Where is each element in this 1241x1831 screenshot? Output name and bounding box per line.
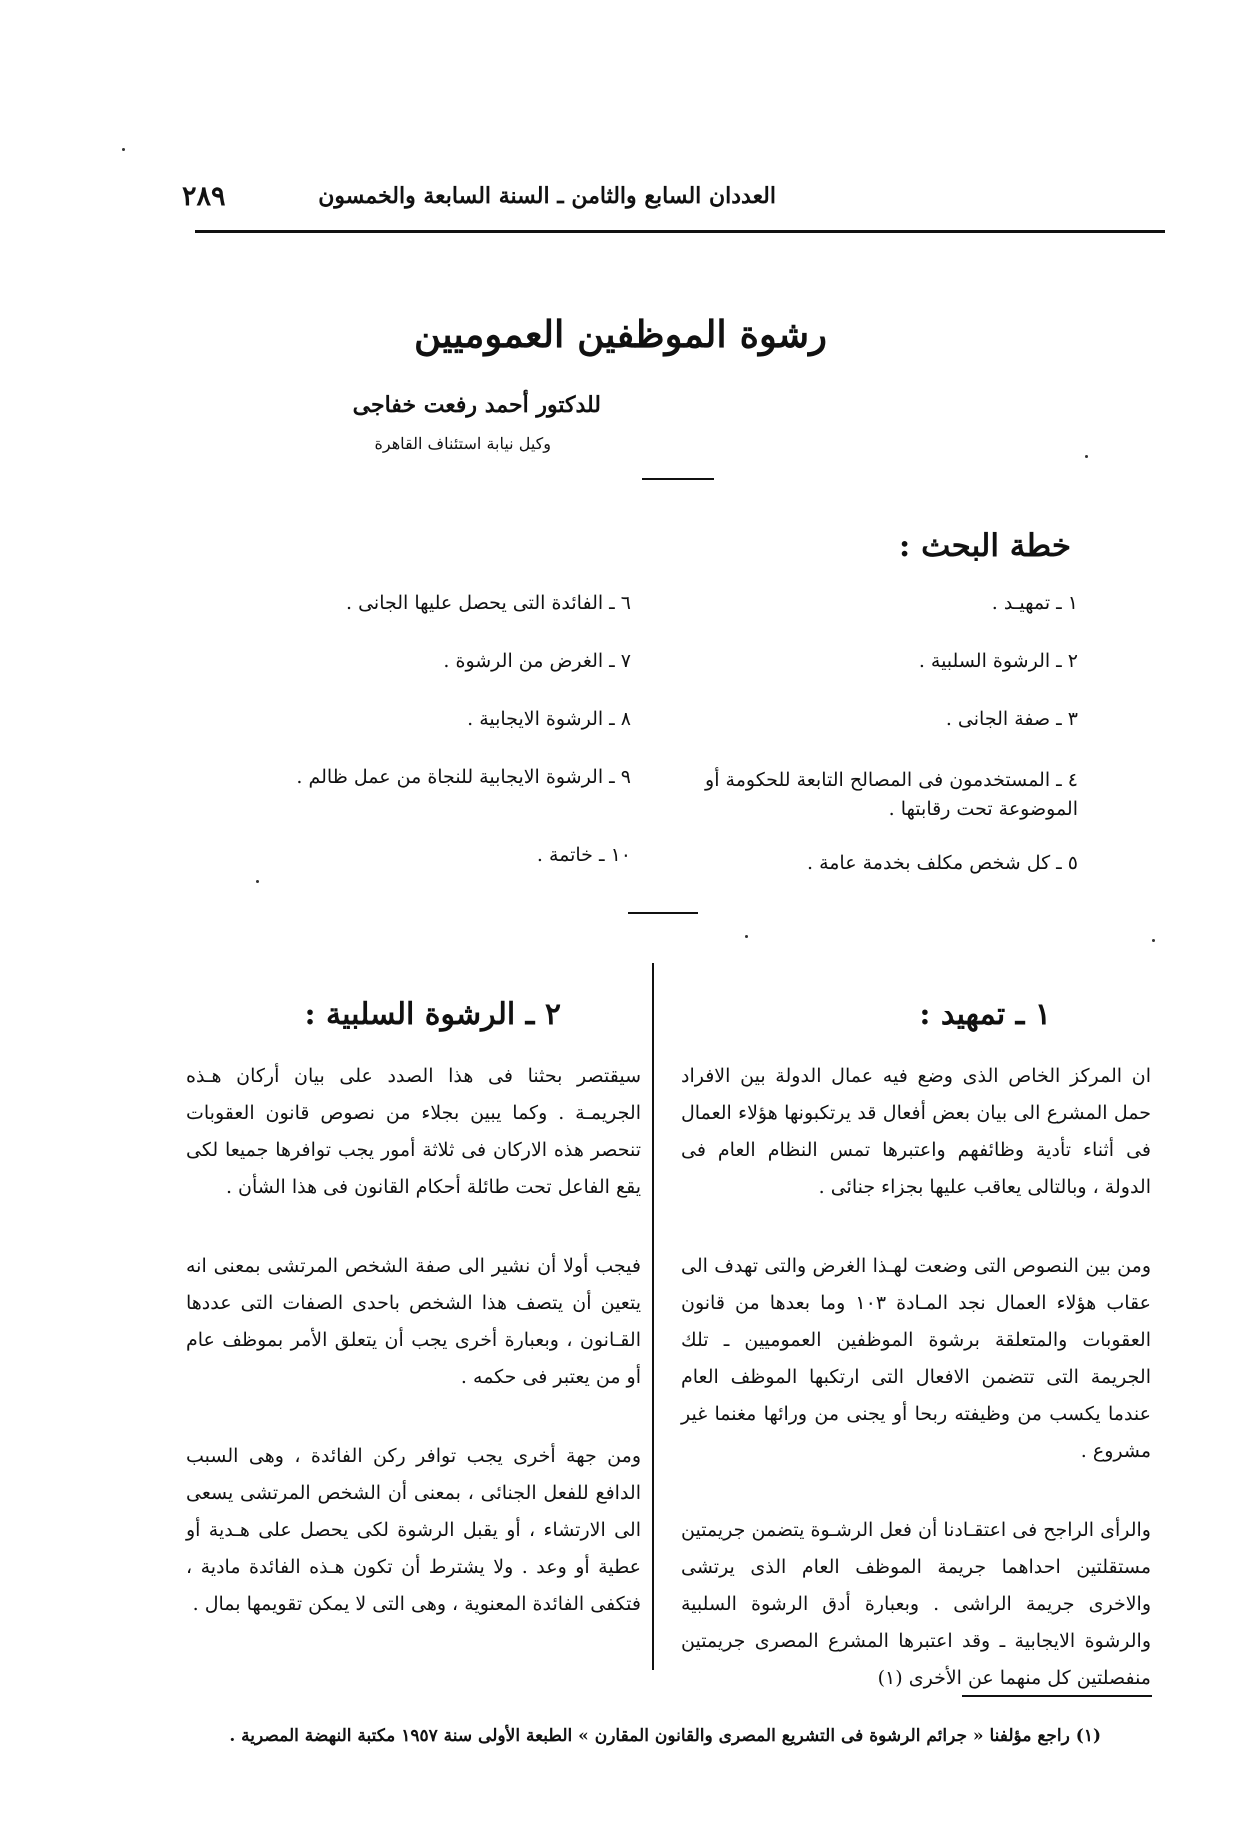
- paragraph: ومن بين النصوص التى وضعت لهـذا الغرض والتى تهدف الى عقاب هؤلاء العمال نجد المـادة ١٠٣ وما بعدها من قانون العقوبات والمتعلقة برشوة الموظفين العموميين ـ تلك الجريمة التى تتضمن الافعال التى ارتكبها الموظف العام عندما يكسب من وظيفته ربحا أو يجنى من ورائها مغنما غير مشروع .: [681, 1255, 1151, 1462]
- outline-item: ٤ ـ المستخدمون فى المصالح التابعة للحكومة أو الموضوعة تحت رقابتها .: [705, 769, 1078, 820]
- outline-list-right: [638, 592, 1078, 910]
- header-rule: [195, 230, 1165, 233]
- left-column: [186, 1058, 641, 1665]
- outline-item: ٨ ـ الرشوة الايجابية .: [467, 708, 631, 730]
- footnote-rule: [962, 1695, 1152, 1697]
- scan-speck: [1085, 455, 1088, 458]
- outline-heading: خطة البحث :: [898, 528, 1071, 564]
- paragraph: ان المركز الخاص الذى وضع فيه عمال الدولة بين الافراد حمل المشرع الى بيان بعض أفعال قد يرتكبونها هؤلاء العمال فى أثناء تأدية وظائفهم واعتبرها تمس النظام العام فى الدولة ، وبالتالى يعاقب عليها بجزاء جنائى .: [681, 1065, 1151, 1198]
- paragraph: فيجب أولا أن نشير الى صفة الشخص المرتشى بمعنى انه يتعين أن يتصف هذا الشخص باحدى الصفات التى عددها القـانون ، وبعبارة أخرى يجب أن يتعلق الأمر بموظف عام أو من يعتبر فى حكمه .: [186, 1255, 641, 1388]
- scan-speck: [256, 880, 259, 883]
- scan-speck: [745, 935, 748, 938]
- outline-list-left: [211, 592, 631, 902]
- outline-item: ١٠ ـ خاتمة .: [536, 844, 631, 866]
- scan-speck: [1152, 939, 1155, 942]
- scan-speck: [122, 148, 125, 151]
- outline-divider: [628, 912, 698, 914]
- journal-title: العددان السابع والثامن ـ السنة السابعة والخمسون: [318, 183, 776, 209]
- outline-item: ١ ـ تمهيـد .: [991, 592, 1078, 614]
- section-heading-intro: ١ ـ تمهيد :: [919, 997, 1051, 1032]
- paragraph: سيقتصر بحثنا فى هذا الصدد على بيان أركان هـذه الجريمـة . وكما يبين بجلاء من نصوص قانون العقوبات تنحصر هذه الاركان فى ثلاثة أمور يجب توافرها جميعا لكى يقع الفاعل تحت طائلة أحكام القانون فى هذا الشأن .: [186, 1065, 641, 1198]
- outline-item: ٦ ـ الفائدة التى يحصل عليها الجانى .: [346, 592, 631, 614]
- page-number: ٢٨٩: [182, 181, 226, 212]
- paragraph: والرأى الراجح فى اعتقـادنا أن فعل الرشـوة يتضمن جريمتين مستقلتين احداهما جريمة الموظف العام الذى يرتشى والاخرى جريمة الراشى . وبعبارة أدق الرشوة السلبية والرشوة الايجابية ـ وقد اعتبرها المشرع المصرى جريمتين منفصلتين كل منهما عن الأخرى (١): [681, 1519, 1151, 1689]
- outline-item: ٧ ـ الغرض من الرشوة .: [443, 650, 631, 672]
- title-divider: [642, 478, 714, 480]
- outline-item: ٢ ـ الرشوة السلبية .: [918, 650, 1078, 672]
- footnote: (١) راجع مؤلفنا « جرائم الرشوة فى التشريع المصرى والقانون المقارن » الطبعة الأولى سنة ١٩٥٧ مكتبة النهضة المصرية .: [229, 1726, 1101, 1746]
- paragraph: ومن جهة أخرى يجب توافر ركن الفائدة ، وهى السبب الدافع للفعل الجنائى ، بمعنى أن الشخص المرتشى يسعى الى الارتشاء ، أو يقبل الرشوة لكى يحصل على هـدية أو عطية أو وعد . ولا يشترط أن تكون هـذه الفائدة مادية ، فتكفى الفائدة المعنوية ، وهى التى لا يمكن تقويمها بمال .: [186, 1445, 641, 1615]
- column-divider: [652, 963, 654, 1670]
- article-title: رشوة الموظفين العموميين: [414, 312, 827, 356]
- author-role: وكيل نيابة استئناف القاهرة: [374, 434, 551, 453]
- outline-item: ٩ ـ الرشوة الايجابية للنجاة من عمل ظالم .: [296, 766, 631, 788]
- section-heading-passive-bribery: ٢ ـ الرشوة السلبية :: [304, 997, 561, 1032]
- outline-item: ٣ ـ صفة الجانى .: [945, 708, 1078, 730]
- author-name: للدكتور أحمد رفعت خفاجى: [352, 392, 601, 418]
- outline-item: ٥ ـ كل شخص مكلف بخدمة عامة .: [806, 852, 1078, 874]
- right-column: [681, 1058, 1151, 1739]
